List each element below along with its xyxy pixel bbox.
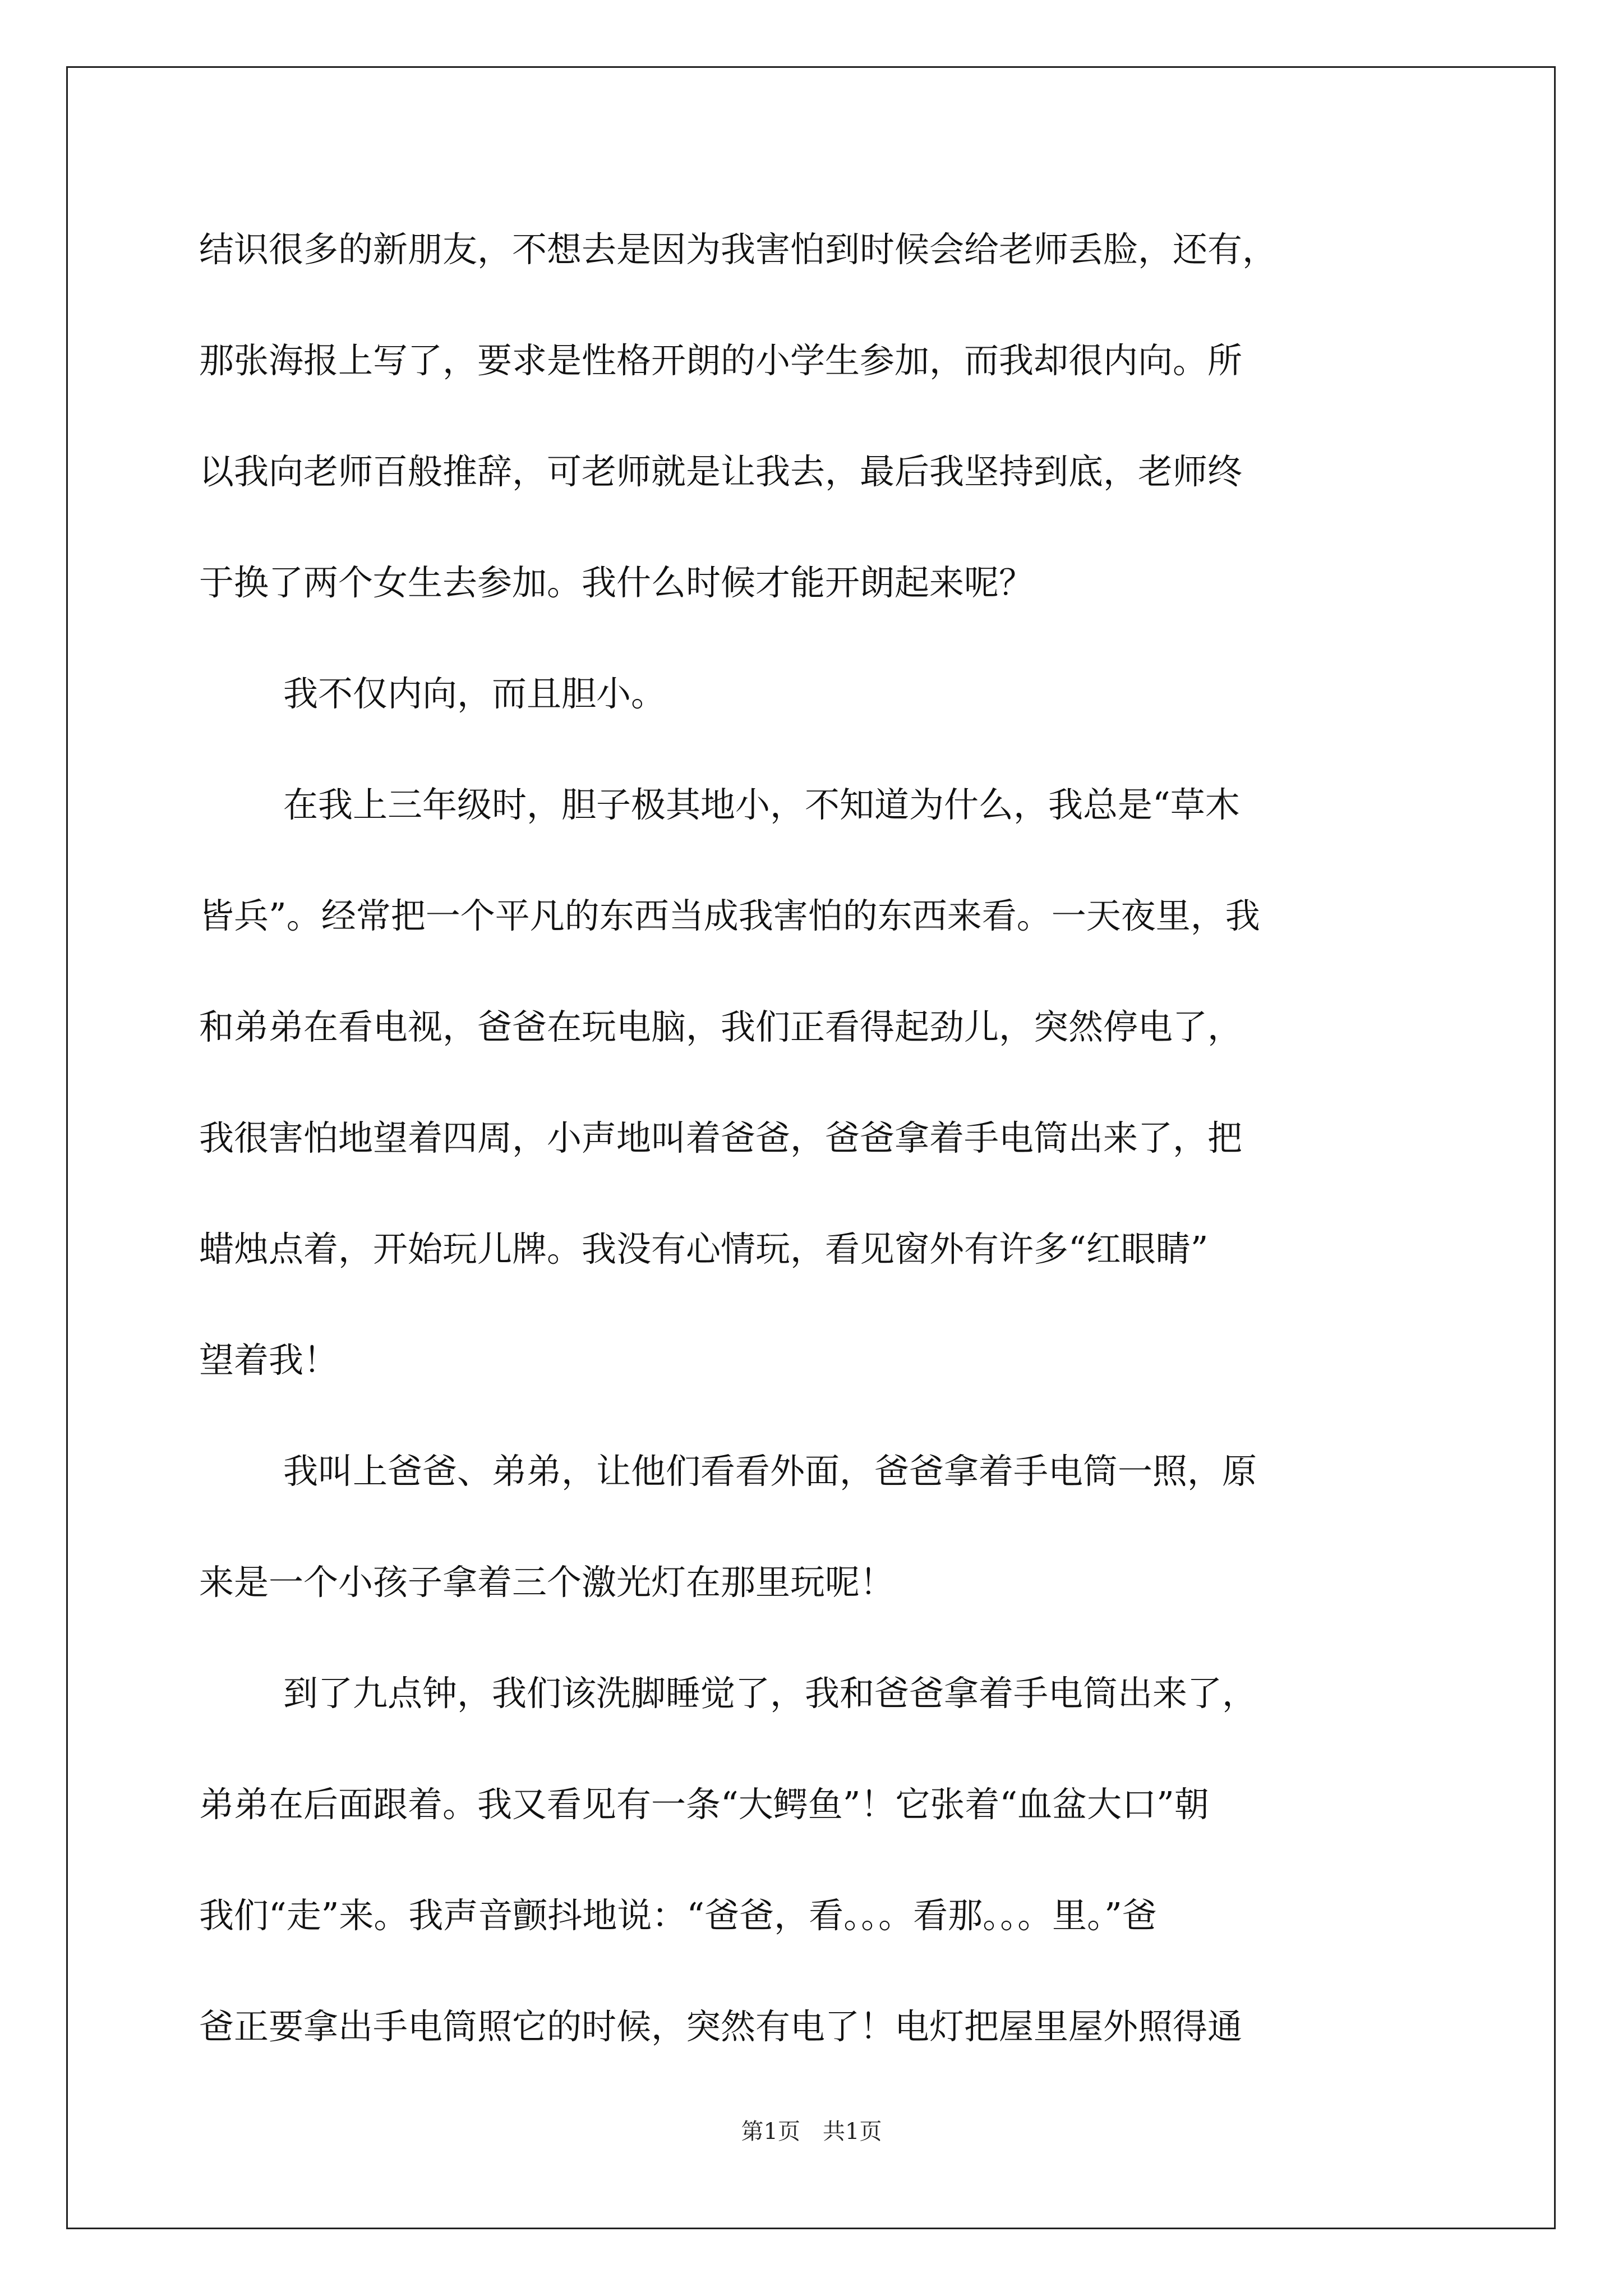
text-line: 皆兵”。经常把一个平凡的东西当成我害怕的东西来看。一天夜里，我	[199, 895, 1260, 936]
page-number: 第1页	[741, 2119, 800, 2145]
text-line: 我很害怕地望着四周，小声地叫着爸爸，爸爸拿着手电筒出来了，把	[199, 1117, 1243, 1158]
text-line: 望着我！	[199, 1340, 339, 1381]
page-total: 共1页	[823, 2119, 882, 2145]
paragraph-line: 我叫上爸爸、弟弟，让他们看看外面，爸爸拿着手电筒一照，原	[283, 1451, 1257, 1492]
paragraph-line: 在我上三年级时，胆子极其地小，不知道为什么，我总是“草木	[283, 784, 1240, 825]
text-line: 以我向老师百般推辞，可老师就是让我去，最后我坚持到底，老师终	[199, 451, 1243, 492]
paragraph-line: 我不仅内向，而且胆小。	[283, 673, 666, 714]
text-line: 和弟弟在看电视，爸爸在玩电脑，我们正看得起劲儿，突然停电了，	[199, 1006, 1243, 1047]
page-footer	[0, 2115, 1623, 2148]
paragraph-line: 到了九点钟，我们该洗脚睡觉了，我和爸爸拿着手电筒出来了，	[283, 1673, 1257, 1714]
text-line: 来是一个小孩子拿着三个激光灯在那里玩呢！	[199, 1562, 895, 1603]
text-line: 蜡烛点着，开始玩儿牌。我没有心情玩，看见窗外有许多“红眼睛”	[199, 1228, 1209, 1269]
text-line: 于换了两个女生去参加。我什么时候才能开朗起来呢？	[199, 562, 1034, 603]
text-line: 弟弟在后面跟着。我又看见有一条“大鳄鱼”！它张着“血盆大口”朝	[199, 1784, 1209, 1825]
text-line: 爸正要拿出手电筒照它的时候，突然有电了！电灯把屋里屋外照得通	[199, 2006, 1243, 2047]
text-line: 结识很多的新朋友，不想去是因为我害怕到时候会给老师丢脸，还有，	[199, 229, 1278, 270]
text-line: 我们“走”来。我声音颤抖地说：“爸爸，看。。。看那。。。里。”爸	[199, 1895, 1157, 1936]
text-line: 那张海报上写了，要求是性格开朗的小学生参加，而我却很内向。所	[199, 340, 1243, 381]
